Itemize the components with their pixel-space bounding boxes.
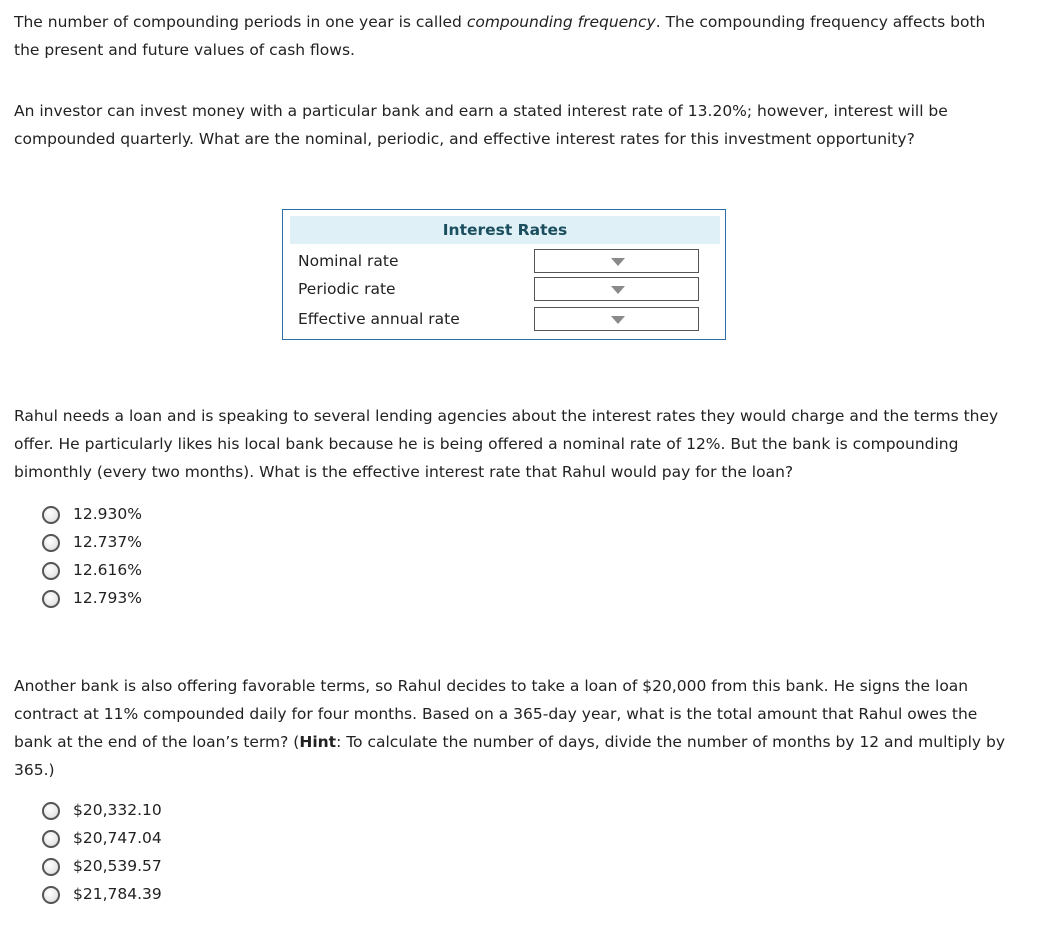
option-label: $20,332.10 (73, 801, 162, 819)
radio-button-icon[interactable] (42, 506, 60, 524)
radio-button-icon[interactable] (42, 562, 60, 580)
option-label: 12.793% (73, 589, 142, 607)
radio-button-icon[interactable] (42, 830, 60, 848)
radio-button-icon[interactable] (42, 802, 60, 820)
hint-label: Hint (299, 733, 337, 751)
periodic-rate-dropdown[interactable] (534, 277, 699, 301)
option-label: $20,539.57 (73, 857, 162, 875)
chevron-down-icon (611, 316, 625, 324)
chevron-down-icon (611, 286, 625, 294)
chevron-down-icon (611, 258, 625, 266)
question-3-text-start: Another bank is also offering favorable terms, so Rahul decides to take a loan of $20,000 from this bank. He signs the loan contract at 11% compounded daily for four months. Based on a 365-day year, what is the total amount that Rahul owes the bank at the end of the loan’s term? ( (14, 677, 978, 751)
question-1-text: An investor can invest money with a particular bank and earn a stated interest rate of 13.20%; however, interest will be compounded quarterly. What are the nominal, periodic, and effective interest rates for this investment opportunity? (14, 102, 948, 148)
effective-annual-rate-row (298, 306, 718, 332)
periodic-rate-label: Periodic rate (298, 280, 396, 298)
option-label: 12.930% (73, 505, 142, 523)
periodic-rate-row (298, 276, 718, 302)
intro-text-start: The number of compounding periods in one year is called (14, 13, 467, 31)
radio-button-icon[interactable] (42, 590, 60, 608)
nominal-rate-label: Nominal rate (298, 252, 399, 270)
option-label: $21,784.39 (73, 885, 162, 903)
radio-button-icon[interactable] (42, 858, 60, 876)
option-label: 12.737% (73, 533, 142, 551)
intro-emphasis: compounding frequency (466, 13, 656, 31)
interest-rates-table (282, 209, 726, 340)
option-label: $20,747.04 (73, 829, 162, 847)
nominal-rate-dropdown[interactable] (534, 249, 699, 273)
question-2-text: Rahul needs a loan and is speaking to several lending agencies about the interest rates they would charge and the terms they offer. He particularly likes his local bank because he is being offered a nominal rate of 12%. But the bank is compounding bimonthly (every two months). What is the effective interest rate that Rahul would pay for the loan? (14, 407, 999, 481)
radio-button-icon[interactable] (42, 886, 60, 904)
radio-button-icon[interactable] (42, 534, 60, 552)
effective-annual-rate-dropdown[interactable] (534, 307, 699, 331)
intro-paragraph (14, 8, 1014, 64)
effective-annual-rate-label: Effective annual rate (298, 310, 460, 328)
question-3-text (14, 672, 1014, 784)
interest-rates-title: Interest Rates (290, 216, 720, 244)
nominal-rate-row (298, 248, 718, 274)
intro-text-end: . The compounding frequency affects both the present and future values of cash flows. (14, 13, 986, 59)
question-3-text-end: : To calculate the number of days, divide the number of months by 12 and multiply by 365.) (14, 733, 1006, 779)
option-label: 12.616% (73, 561, 142, 579)
